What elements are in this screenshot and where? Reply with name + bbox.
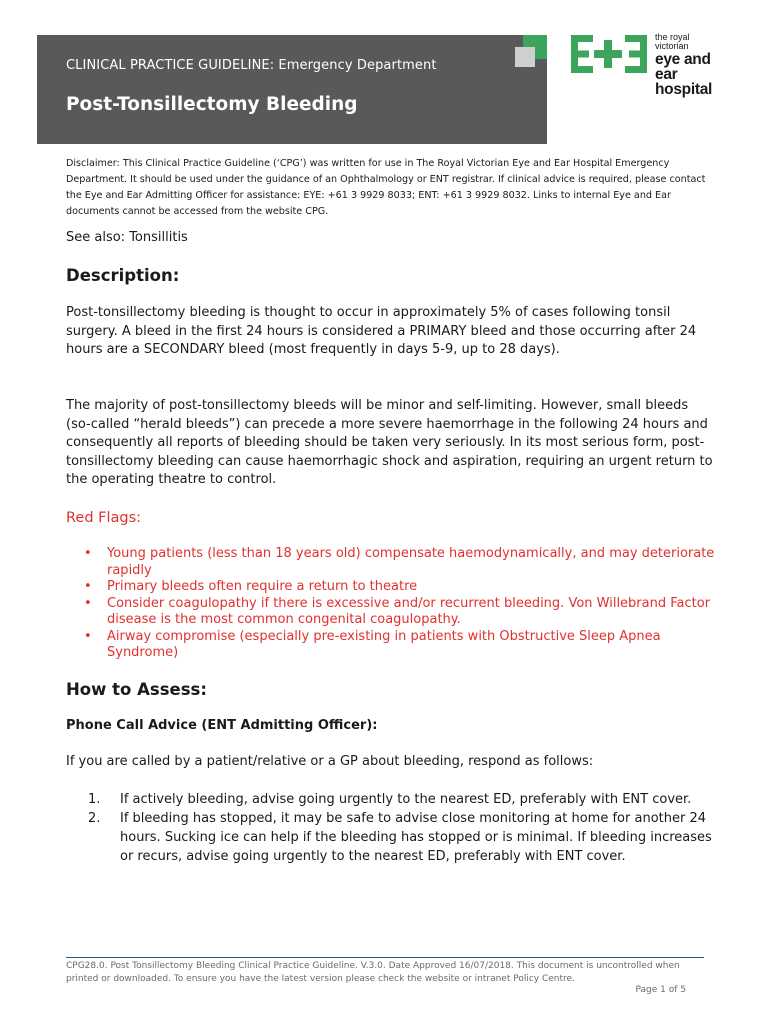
footer-divider [66, 957, 704, 958]
list-item [66, 546, 716, 579]
see-also-link[interactable]: See also: Tonsillitis [66, 230, 188, 245]
phone-advice-steps [66, 790, 716, 866]
list-item [66, 790, 716, 809]
description-heading: Description: [66, 266, 180, 285]
logo-line-1: the royal victorian [655, 32, 690, 51]
bullet-icon: • [84, 628, 92, 644]
bullet-icon: • [84, 595, 92, 611]
header-decoration [511, 35, 547, 71]
how-to-assess-heading: How to Assess: [66, 680, 207, 699]
list-item [66, 579, 716, 596]
red-flags-list [66, 546, 716, 662]
description-paragraph-1: Post-tonsillectomy bleeding is thought to occur in approximately 5% of cases following tonsil surgery. A bleed in the first 24 hours is considered a PRIMARY bleed and those occurring after 24 hours are a SECONDARY bleed (most frequently in days 5-9, up to 28 days). [66, 305, 697, 358]
logo-line-3: hospital [655, 81, 713, 99]
red-flag-text: Airway compromise (especially pre-existing in patients with Obstructive Sleep Apnea Syndrome) [107, 628, 661, 660]
bullet-icon: • [84, 546, 92, 561]
list-item [66, 596, 716, 629]
logo-wordmark [655, 33, 721, 98]
logo-line-2: eye and ear [655, 51, 711, 84]
step-text: If actively bleeding, advise going urgently to the nearest ED, preferably with ENT cover. [120, 792, 692, 807]
list-item [66, 629, 716, 662]
red-flag-text: Consider coagulopathy if there is excessive and/or recurrent bleeding. Von Willebrand Factor disease is the most common congenital coagulopathy. [107, 595, 711, 627]
e-plus-e-logo-icon [571, 33, 647, 75]
red-flag-text: Young patients (less than 18 years old) compensate haemodynamically, and may deteriorate rapidly [107, 546, 715, 578]
grey-square-decoration [515, 47, 535, 67]
description-paragraph-2: The majority of post-tonsillectomy bleeds will be minor and self-limiting. However, small bleeds (so-called “herald bleeds”) can precede a more severe haemorrhage in the following 24 hours and consequently all reports of bleeding should be taken very seriously. In its most serious form, post-tonsillectomy bleeding can cause haemorrhagic shock and aspiration, requiring an urgent return to the operating theatre to control. [66, 398, 713, 488]
page-number: Page 1 of 5 [635, 985, 686, 995]
red-flag-text: Primary bleeds often require a return to theatre [107, 579, 418, 594]
phone-advice-subheading: Phone Call Advice (ENT Admitting Officer): [66, 718, 378, 733]
header-subtitle: CLINICAL PRACTICE GUIDELINE: Emergency Department [66, 58, 437, 73]
step-number: 2. [88, 811, 101, 826]
hospital-logo [571, 32, 721, 99]
page-title: Post-Tonsillectomy Bleeding [66, 94, 358, 115]
header-banner [37, 35, 547, 144]
disclaimer-text: Disclaimer: This Clinical Practice Guideline (‘CPG’) was written for use in The Royal Victorian Eye and Ear Hospital Emergency Department. It should be used under the guidance of an Ophthalmology or ENT registrar. If clinical advice is required, please contact the Eye and Ear Admitting Officer for assistance: EYE: +61 3 9929 8033; ENT: +61 3 9929 8032. Links to internal Eye and Ear documents cannot be accessed from the website CPG. [66, 158, 706, 217]
step-text: If bleeding has stopped, it may be safe to advise close monitoring at home for another 24 hours. Sucking ice can help if the bleeding has stopped or is minimal. If bleeding increases or recurs, advise going urgently to the nearest ED, preferably with ENT cover. [120, 811, 712, 864]
step-number: 1. [88, 792, 101, 807]
list-item [66, 809, 716, 866]
bullet-icon: • [84, 579, 92, 594]
footer-text: CPG28.0. Post Tonsillectomy Bleeding Clinical Practice Guideline. V.3.0. Date Approved 16/07/2018. This document is uncontrolled when printed or downloaded. To ensure you have the latest version please check the website or intranet Policy Centre. [66, 961, 680, 984]
phone-advice-intro: If you are called by a patient/relative or a GP about bleeding, respond as follows: [66, 754, 594, 769]
red-flags-heading: Red Flags: [66, 510, 142, 526]
